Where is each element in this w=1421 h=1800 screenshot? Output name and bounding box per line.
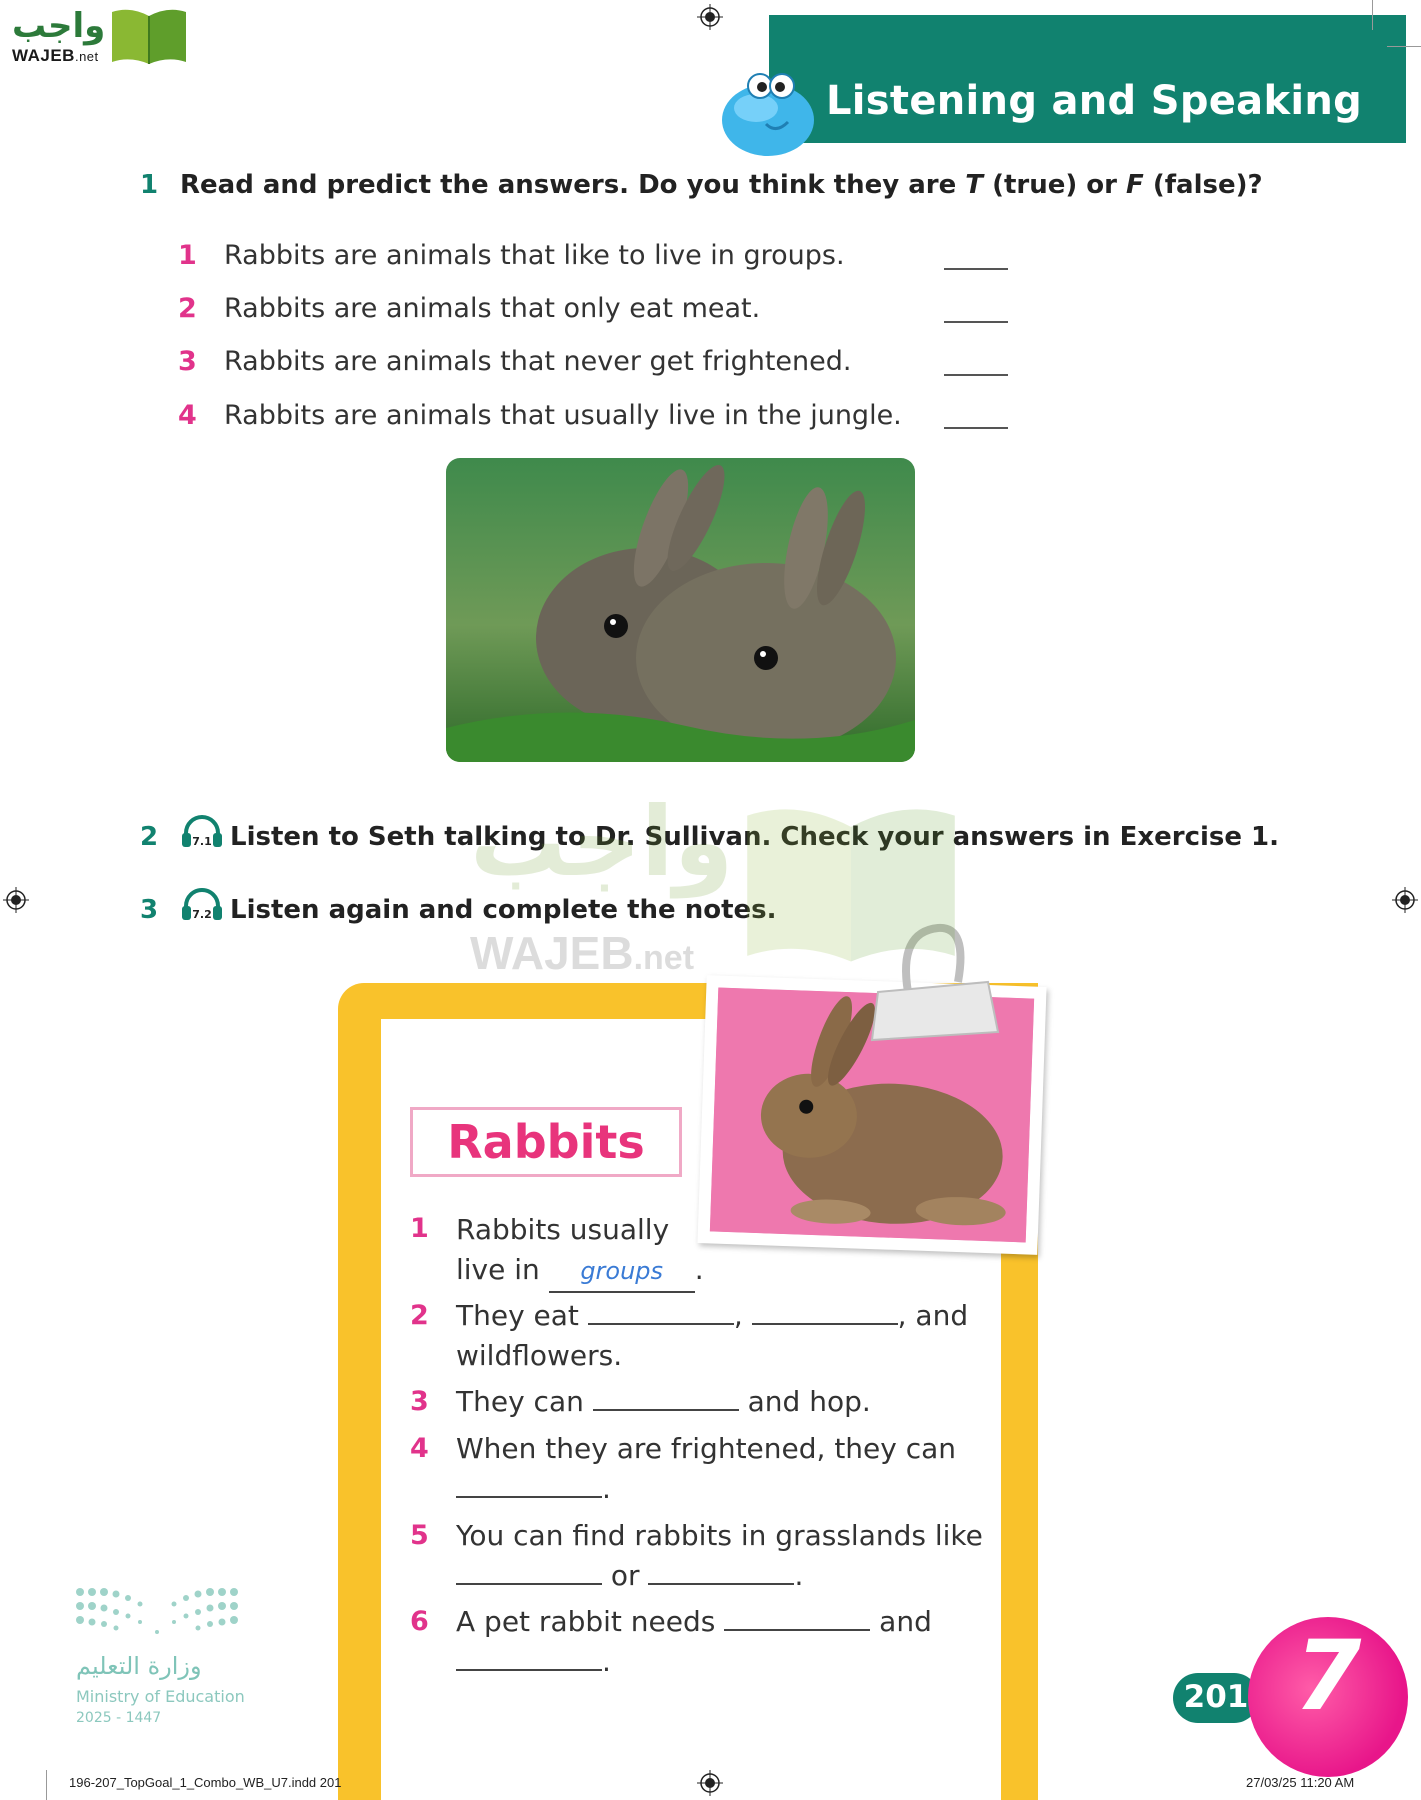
answer-blank[interactable] (456, 1645, 602, 1671)
exercise-number: 1 (140, 170, 159, 200)
statement-row: 2 Rabbits are animals that only eat meat. (178, 293, 761, 324)
note-6-line-1: A pet rabbit needs and (456, 1605, 932, 1638)
note-number: 1 (410, 1213, 429, 1244)
note-number: 3 (410, 1386, 429, 1417)
note-4-line-1: When they are frightened, they can (456, 1432, 957, 1465)
true-false-answer-blank[interactable] (944, 427, 1008, 429)
true-false-answer-blank[interactable] (944, 321, 1008, 323)
registration-mark-icon (697, 4, 723, 30)
answer-blank[interactable] (724, 1605, 870, 1631)
answer-field-filled[interactable]: groups (549, 1251, 695, 1293)
unit-number: 7 (1294, 1620, 1362, 1732)
true-false-answer-blank[interactable] (944, 374, 1008, 376)
note-4-line-2: . (456, 1469, 611, 1509)
note-2-line-2: wildflowers. (456, 1339, 623, 1372)
binder-clip-icon (858, 922, 1008, 1042)
exercise-1-heading (140, 170, 1263, 200)
note-3-line-1: They can and hop. (456, 1385, 871, 1418)
note-number: 2 (410, 1300, 429, 1331)
note-5-line-2: or . (456, 1556, 803, 1596)
svg-text:7.1: 7.1 (192, 835, 212, 848)
blob-mascot-icon (716, 64, 820, 160)
headphones-icon[interactable] (180, 888, 224, 922)
ministry-dots-emblem-icon (72, 1584, 242, 1644)
ministry-of-education-logo (72, 1584, 262, 1734)
note-1-line-1: Rabbits usually (456, 1213, 670, 1246)
answer-blank[interactable] (588, 1299, 734, 1325)
ministry-english-name: Ministry of Education (76, 1687, 245, 1706)
registration-mark-icon (1392, 887, 1418, 913)
exercise-2-heading: 2 7.1 Listen to Seth talking to Dr. Sullivan. Check your answers in Exercise 1. (140, 815, 1279, 852)
exercise-3-heading: 3 7.2 Listen again and complete the notes. (140, 888, 777, 925)
note-number: 4 (410, 1433, 429, 1464)
two-rabbits-photo (446, 458, 915, 762)
note-2-line-1: They eat , , and (456, 1299, 969, 1332)
true-false-answer-blank[interactable] (944, 268, 1008, 270)
book-icon (108, 6, 190, 66)
print-slug-timestamp: 27/03/25 11:20 AM (1246, 1775, 1355, 1790)
answer-blank[interactable] (593, 1385, 739, 1411)
note-number: 5 (410, 1520, 429, 1551)
exercise-instruction: Read and predict the answers. Do you think they are T (true) or F (false)? (180, 170, 1263, 200)
statement-row: 1 Rabbits are animals that like to live in groups. (178, 240, 845, 271)
section-title: Listening and Speaking (826, 78, 1363, 124)
statement-row: 3 Rabbits are animals that never get frightened. (178, 346, 852, 377)
registration-mark-icon (697, 1770, 723, 1796)
answer-blank[interactable] (456, 1472, 602, 1498)
page-number: 201 (1183, 1679, 1249, 1715)
note-1-line-2: live in groups . (456, 1250, 704, 1293)
answer-blank[interactable] (648, 1559, 794, 1585)
ministry-arabic-name: وزارة التعليم (76, 1652, 202, 1680)
trim-mark (46, 1770, 47, 1800)
note-number: 6 (410, 1606, 429, 1637)
trim-mark (1372, 0, 1373, 30)
wajeb-logo[interactable] (10, 4, 190, 66)
print-slug-filename: 196-207_TopGoal_1_Combo_WB_U7.indd 201 (69, 1775, 342, 1790)
trim-mark (1387, 46, 1421, 47)
ministry-year: 2025 - 1447 (76, 1710, 162, 1726)
note-5-line-1: You can find rabbits in grasslands like (456, 1519, 983, 1552)
logo-english-text: WAJEB.net (12, 46, 99, 65)
registration-mark-icon (3, 887, 29, 913)
logo-arabic-text: واجب (12, 6, 106, 46)
svg-text:7.2: 7.2 (192, 908, 212, 921)
note-6-line-2: . (456, 1642, 611, 1682)
answer-blank[interactable] (456, 1559, 602, 1585)
statement-row: 4 Rabbits are animals that usually live in the jungle. (178, 400, 902, 431)
answer-blank[interactable] (752, 1299, 898, 1325)
notes-title: Rabbits (447, 1115, 645, 1169)
headphones-icon[interactable] (180, 815, 224, 849)
